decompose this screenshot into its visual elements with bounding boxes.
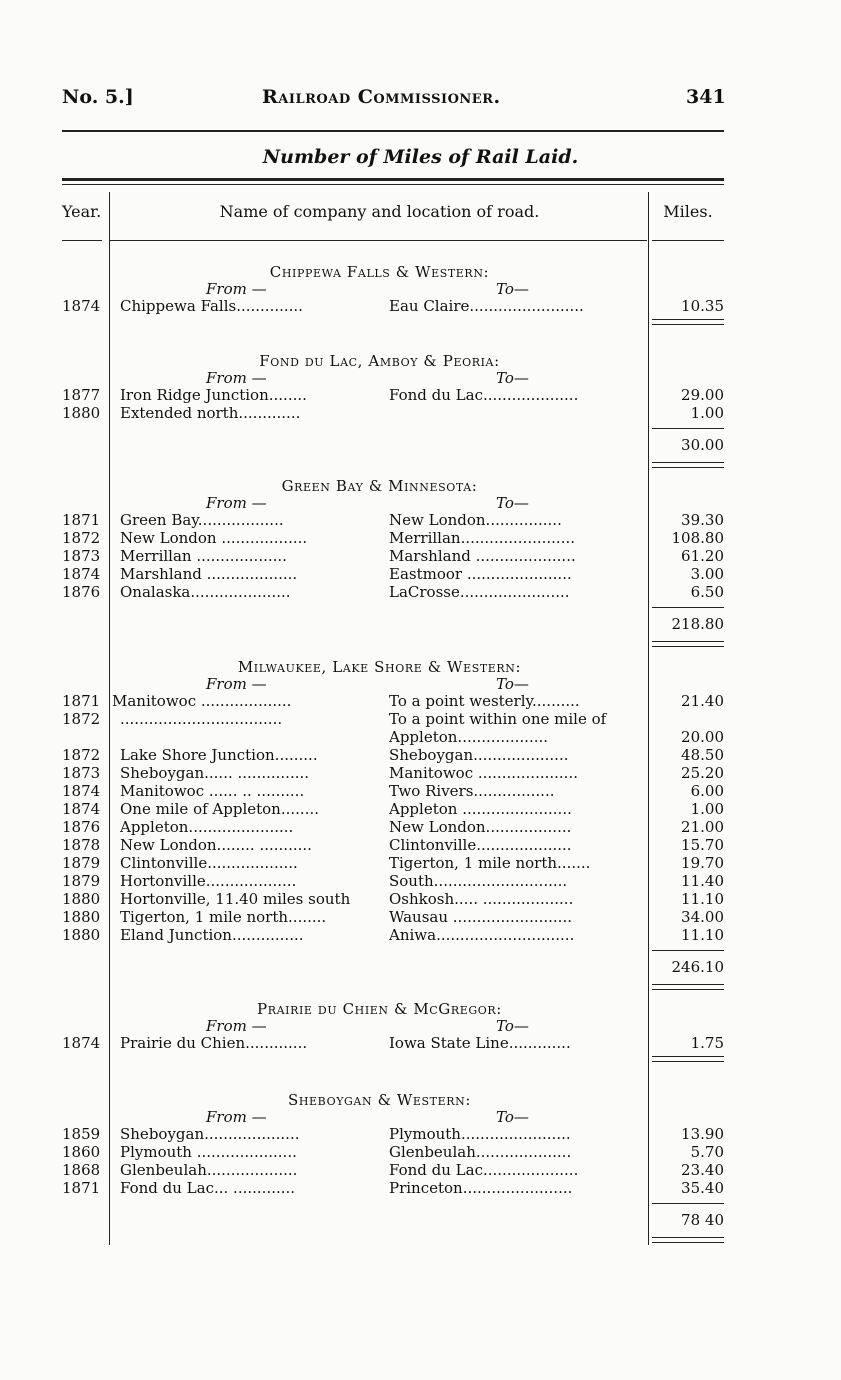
row-year: 1880	[62, 890, 101, 908]
row-miles: 19.70	[681, 854, 724, 872]
to-label: To—	[496, 369, 529, 387]
section-heading: Green Bay & Minnesota:	[281, 477, 478, 495]
row-from: Fond du Lac... .............	[120, 1179, 296, 1197]
row-year: 1860	[62, 1143, 101, 1161]
table-row	[0, 1161, 841, 1179]
row-miles: 61.20	[681, 547, 724, 565]
row-to: To a point westerly..........	[389, 692, 580, 710]
table-row	[0, 890, 841, 908]
row-miles: 1.75	[690, 1034, 724, 1052]
row-to: New London................	[389, 511, 562, 529]
total-double-rule	[652, 462, 724, 468]
row-to: Princeton.......................	[389, 1179, 573, 1197]
table-row	[0, 746, 841, 764]
section-heading: Milwaukee, Lake Shore & Western:	[237, 658, 522, 676]
row-miles: 13.90	[681, 1125, 724, 1143]
row-from: ..................................	[120, 710, 283, 728]
row-to: Wausau .........................	[389, 908, 572, 926]
row-to: Appleton .......................	[389, 800, 572, 818]
row-to: Fond du Lac....................	[389, 1161, 579, 1179]
row-from: Glenbeulah...................	[120, 1161, 298, 1179]
row-to: Appleton...................	[389, 728, 549, 746]
row-year: 1877	[62, 386, 101, 404]
row-from: Sheboygan....................	[120, 1125, 300, 1143]
row-to: Glenbeulah....................	[389, 1143, 572, 1161]
row-year: 1859	[62, 1125, 101, 1143]
name-header-rule	[110, 240, 647, 241]
row-to: Clintonville....................	[389, 836, 572, 854]
row-from: Chippewa Falls..............	[120, 297, 303, 315]
row-miles: 1.00	[690, 800, 724, 818]
table-row	[0, 800, 841, 818]
total-double-rule	[652, 1237, 724, 1243]
row-from: Lake Shore Junction.........	[120, 746, 318, 764]
document-number: No. 5.]	[62, 86, 134, 108]
table-title: Number of Miles of Rail Laid.	[262, 146, 579, 168]
table-row	[0, 782, 841, 800]
row-year: 1871	[62, 511, 101, 529]
from-label: From —	[206, 369, 267, 387]
row-year: 1874	[62, 297, 101, 315]
row-miles: 23.40	[681, 1161, 724, 1179]
row-year: 1873	[62, 547, 101, 565]
row-miles: 20.00	[681, 728, 724, 746]
table-row	[0, 511, 841, 529]
table-row	[0, 529, 841, 547]
to-label: To—	[496, 280, 529, 298]
row-year: 1874	[62, 1034, 101, 1052]
page-number: 341	[686, 86, 726, 108]
row-miles: 15.70	[681, 836, 724, 854]
row-from: Marshland ...................	[120, 565, 298, 583]
title-rule-thick	[62, 178, 724, 181]
table-row	[0, 818, 841, 836]
row-to: To a point within one mile of	[389, 710, 607, 728]
row-to: Iowa State Line.............	[389, 1034, 571, 1052]
to-label: To—	[496, 1017, 529, 1035]
row-year: 1873	[62, 764, 101, 782]
table-row	[0, 764, 841, 782]
row-from: Extended north.............	[120, 404, 301, 422]
column-name-header: Name of company and location of road.	[219, 202, 540, 221]
row-miles: 3.00	[690, 565, 724, 583]
from-label: From —	[206, 280, 267, 298]
row-from: Onalaska.....................	[120, 583, 291, 601]
total-double-rule	[652, 1056, 724, 1062]
row-miles: 11.10	[681, 926, 724, 944]
row-from: Manitowoc ...................	[112, 692, 292, 710]
subtotal-rule	[652, 1203, 724, 1204]
from-label: From —	[206, 675, 267, 693]
row-to: South............................	[389, 872, 568, 890]
row-from: Hortonville...................	[120, 872, 297, 890]
row-year: 1879	[62, 872, 101, 890]
row-miles: 6.00	[690, 782, 724, 800]
column-year-header: Year.	[62, 202, 102, 221]
row-to: Oshkosh..... ...................	[389, 890, 574, 908]
row-year: 1871	[62, 1179, 101, 1197]
subtotal-rule	[652, 950, 724, 951]
row-year: 1878	[62, 836, 101, 854]
table-row	[0, 1143, 841, 1161]
row-from: Manitowoc ...... .. ..........	[120, 782, 305, 800]
row-to: New London..................	[389, 818, 572, 836]
miles-header-rule	[652, 240, 724, 241]
table-row	[0, 386, 841, 404]
row-miles: 108.80	[671, 529, 724, 547]
year-header-rule	[62, 240, 102, 241]
subtotal-rule	[652, 428, 724, 429]
table-row	[0, 1179, 841, 1197]
row-year: 1874	[62, 565, 101, 583]
row-miles: 35.40	[681, 1179, 724, 1197]
section-heading: Prairie du Chien & McGregor:	[257, 1000, 502, 1018]
from-label: From —	[206, 494, 267, 512]
row-from: Appleton......................	[120, 818, 294, 836]
table-row	[0, 710, 841, 728]
row-from: New London........ ...........	[120, 836, 312, 854]
row-to: Manitowoc .....................	[389, 764, 578, 782]
table-row	[0, 565, 841, 583]
row-from: Merrillan ...................	[120, 547, 287, 565]
row-miles: 29.00	[681, 386, 724, 404]
total-double-rule	[652, 641, 724, 647]
row-to: Merrillan........................	[389, 529, 576, 547]
row-from: Tigerton, 1 mile north........	[120, 908, 327, 926]
row-miles: 21.00	[681, 818, 724, 836]
row-to: Eau Claire........................	[389, 297, 584, 315]
table-row	[0, 583, 841, 601]
to-label: To—	[496, 675, 529, 693]
row-from: Plymouth .....................	[120, 1143, 297, 1161]
row-to: Marshland .....................	[389, 547, 576, 565]
row-to: Aniwa.............................	[389, 926, 575, 944]
row-from: Sheboygan...... ...............	[120, 764, 310, 782]
row-year: 1872	[62, 746, 101, 764]
section-total: 78 40	[681, 1211, 724, 1229]
table-row	[0, 297, 841, 315]
row-from: Eland Junction...............	[120, 926, 304, 944]
row-miles: 11.40	[681, 872, 724, 890]
table-row	[0, 926, 841, 944]
from-label: From —	[206, 1017, 267, 1035]
row-miles: 10.35	[681, 297, 724, 315]
row-to: Plymouth.......................	[389, 1125, 571, 1143]
row-to: Eastmoor ......................	[389, 565, 572, 583]
section-heading: Chippewa Falls & Western:	[269, 263, 490, 281]
table-row	[0, 1125, 841, 1143]
row-miles: 34.00	[681, 908, 724, 926]
to-label: To—	[496, 1108, 529, 1126]
row-miles: 6.50	[690, 583, 724, 601]
row-from: Green Bay..................	[120, 511, 284, 529]
section-heading: Sheboygan & Western:	[287, 1091, 472, 1109]
row-year: 1876	[62, 583, 101, 601]
running-title: Railroad Commissioner.	[262, 86, 501, 108]
row-to: Sheboygan....................	[389, 746, 569, 764]
table-row	[0, 908, 841, 926]
row-to: Tigerton, 1 mile north.......	[389, 854, 591, 872]
row-from: Prairie du Chien.............	[120, 1034, 308, 1052]
row-year: 1874	[62, 782, 101, 800]
row-from: Hortonville, 11.40 miles south	[120, 890, 351, 908]
table-row	[0, 836, 841, 854]
section-heading: Fond du Lac, Amboy & Peoria:	[259, 352, 500, 370]
from-label: From —	[206, 1108, 267, 1126]
table-row	[0, 1034, 841, 1052]
table-row	[0, 728, 841, 746]
row-from: Clintonville...................	[120, 854, 298, 872]
table-row	[0, 404, 841, 422]
row-year: 1880	[62, 926, 101, 944]
header-rule	[62, 130, 724, 132]
row-year: 1868	[62, 1161, 101, 1179]
subtotal-rule	[652, 607, 724, 608]
row-from: One mile of Appleton........	[120, 800, 319, 818]
total-double-rule	[652, 319, 724, 325]
row-year: 1879	[62, 854, 101, 872]
row-from: Iron Ridge Junction........	[120, 386, 307, 404]
table-row	[0, 854, 841, 872]
row-year: 1880	[62, 908, 101, 926]
row-miles: 39.30	[681, 511, 724, 529]
section-total: 218.80	[671, 615, 724, 633]
row-miles: 5.70	[690, 1143, 724, 1161]
table-row	[0, 692, 841, 710]
row-year: 1880	[62, 404, 101, 422]
row-year: 1874	[62, 800, 101, 818]
row-year: 1876	[62, 818, 101, 836]
row-miles: 1.00	[690, 404, 724, 422]
row-year: 1872	[62, 529, 101, 547]
column-miles-header: Miles.	[663, 202, 713, 221]
table-row	[0, 547, 841, 565]
row-year: 1872	[62, 710, 101, 728]
row-miles: 11.10	[681, 890, 724, 908]
row-year: 1871	[62, 692, 101, 710]
row-miles: 21.40	[681, 692, 724, 710]
row-from: New London ..................	[120, 529, 308, 547]
row-to: Two Rivers.................	[389, 782, 555, 800]
title-rule-thin	[62, 184, 724, 185]
row-to: Fond du Lac....................	[389, 386, 579, 404]
table-row	[0, 872, 841, 890]
section-total: 30.00	[681, 436, 724, 454]
row-miles: 48.50	[681, 746, 724, 764]
row-to: LaCrosse.......................	[389, 583, 570, 601]
total-double-rule	[652, 984, 724, 990]
row-miles: 25.20	[681, 764, 724, 782]
section-total: 246.10	[671, 958, 724, 976]
to-label: To—	[496, 494, 529, 512]
